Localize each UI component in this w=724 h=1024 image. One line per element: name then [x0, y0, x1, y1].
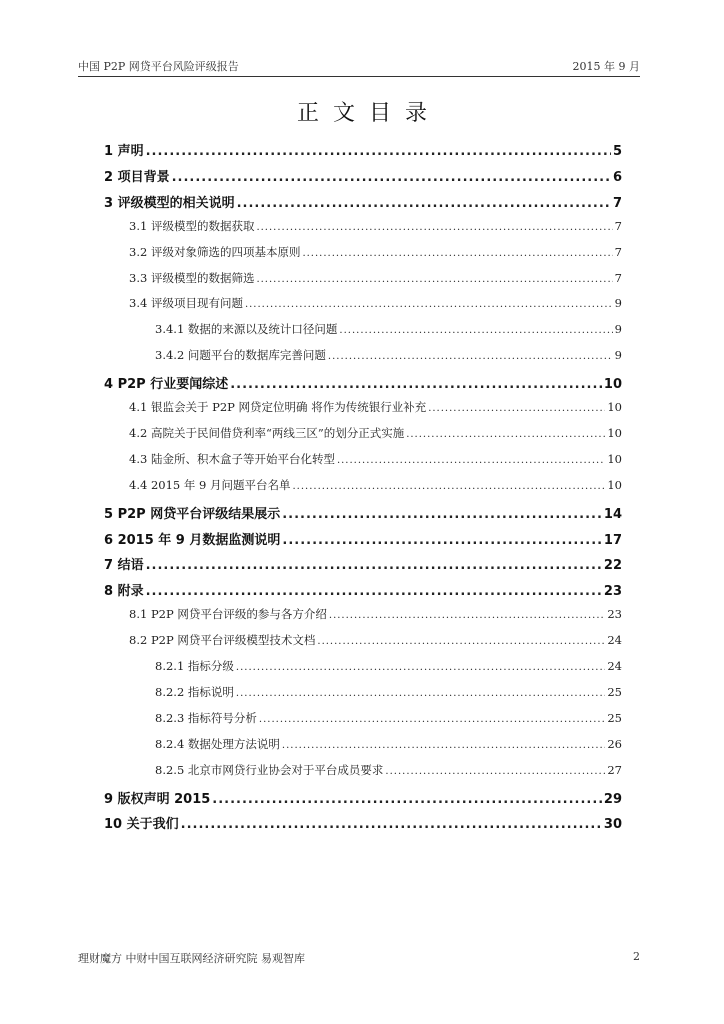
toc-entry-title: 10 关于我们 — [104, 817, 179, 833]
toc-entry-level1[interactable] — [104, 554, 622, 573]
toc-entry-page: 17 — [603, 532, 622, 548]
toc-entry-title: 3.4.2 问题平台的数据库完善问题 — [155, 348, 326, 363]
toc-entry-title: 4.1 银监会关于 P2P 网贷定位明确 将作为传统银行业补充 — [129, 400, 427, 414]
toc-dot-leader — [245, 299, 613, 310]
toc-entry-level2[interactable] — [129, 477, 622, 493]
toc-entry-title: 9 版权声明 2015 — [104, 791, 211, 807]
toc-entry-title: 3 评级模型的相关说明 — [104, 195, 235, 211]
toc-entry-level3[interactable] — [155, 710, 622, 726]
toc-dot-leader — [237, 196, 611, 211]
toc-dot-leader — [282, 507, 602, 522]
toc-entry-page: 22 — [603, 558, 622, 574]
toc-entry-title: 2 项目背景 — [104, 169, 170, 185]
toc-entry-title: 8.2.4 数据处理方法说明 — [155, 736, 280, 751]
toc-entry-level3[interactable] — [155, 347, 622, 363]
toc-entry-level1[interactable] — [104, 529, 622, 548]
header-report-title: 中国 P2P 网贷平台风险评级报告 — [78, 60, 239, 73]
toc-entry-title: 8.2.3 指标符号分析 — [155, 710, 257, 725]
toc-entry-level3[interactable] — [155, 736, 622, 752]
toc-entry-title: 3.4 评级项目现有问题 — [129, 296, 243, 311]
toc-entry-page: 5 — [612, 144, 622, 159]
toc-dot-leader — [339, 325, 612, 336]
toc-entry-page: 14 — [603, 506, 622, 522]
toc-dot-leader — [337, 455, 605, 466]
toc-entry-page: 24 — [607, 633, 622, 648]
toc-entry-level2[interactable] — [129, 244, 622, 260]
toc-entry-level1[interactable] — [104, 373, 622, 392]
toc-entry-page: 10 — [603, 377, 622, 393]
toc-entry-page: 10 — [607, 451, 622, 466]
toc-entry-page: 23 — [603, 584, 622, 600]
toc-entry-level3[interactable] — [155, 658, 622, 674]
toc-entry-page: 30 — [603, 817, 622, 833]
page-title: 正文目录 — [296, 101, 441, 126]
toc-entry-level3[interactable] — [155, 762, 622, 778]
toc-entry-level2[interactable] — [129, 218, 622, 234]
toc-entry-level1[interactable] — [104, 192, 622, 211]
toc-entry-level2[interactable] — [129, 451, 622, 467]
toc-dot-leader — [328, 351, 613, 362]
page-number: 2 — [633, 950, 640, 963]
toc-dot-leader — [146, 584, 602, 599]
toc-entry-level3[interactable] — [155, 321, 622, 337]
toc-entry-page: 24 — [607, 659, 622, 673]
toc-entry-title: 4 P2P 行业要闻综述 — [104, 377, 229, 393]
toc-entry-page: 25 — [607, 710, 622, 725]
toc-dot-leader — [256, 222, 612, 233]
toc-entry-page: 10 — [607, 400, 622, 414]
toc-dot-leader — [212, 792, 602, 807]
toc-entry-level2[interactable] — [129, 295, 622, 311]
toc-dot-leader — [236, 662, 605, 673]
toc-entry-level2[interactable] — [129, 270, 622, 286]
toc-entry-page: 7 — [614, 244, 622, 259]
toc-dot-leader — [146, 558, 602, 573]
toc-entry-title: 7 结语 — [104, 558, 144, 574]
toc-entry-level3[interactable] — [155, 684, 622, 700]
toc-entry-title: 8 附录 — [104, 584, 144, 600]
toc-entry-title: 3.2 评级对象筛选的四项基本原则 — [129, 244, 301, 259]
toc-entry-page: 27 — [607, 762, 622, 777]
toc-entry-title: 3.3 评级模型的数据筛选 — [129, 270, 255, 285]
toc-dot-leader — [293, 481, 606, 492]
toc-entry-page: 25 — [607, 684, 622, 699]
toc-dot-leader — [329, 610, 605, 621]
toc-entry-level2[interactable] — [129, 399, 622, 415]
toc-dot-leader — [236, 688, 605, 699]
toc-entry-page: 10 — [607, 477, 622, 492]
toc-entry-title: 8.1 P2P 网贷平台评级的参与各方介绍 — [129, 607, 327, 622]
toc-dot-leader — [256, 274, 612, 285]
toc-dot-leader — [406, 429, 605, 440]
toc-entry-page: 10 — [607, 425, 622, 440]
toc-entry-title: 3.1 评级模型的数据获取 — [129, 218, 255, 233]
toc-dot-leader — [282, 740, 605, 751]
toc-entry-level1[interactable] — [104, 813, 622, 832]
toc-dot-leader — [302, 248, 612, 259]
header-date: 2015 年 9 月 — [572, 60, 640, 73]
toc-entry-level1[interactable] — [104, 166, 622, 185]
toc-entry-title: 6 2015 年 9 月数据监测说明 — [104, 532, 281, 548]
toc-entry-level1[interactable] — [104, 503, 622, 522]
toc-entry-level2[interactable] — [129, 606, 622, 622]
toc-entry-level1[interactable] — [104, 580, 622, 599]
toc-entry-title: 8.2.5 北京市网贷行业协会对于平台成员要求 — [155, 762, 384, 777]
toc-entry-page: 9 — [614, 296, 622, 311]
toc-entry-page: 7 — [612, 195, 622, 211]
toc-entry-page: 23 — [607, 607, 622, 622]
toc-entry-level2[interactable] — [129, 425, 622, 441]
toc-entry-title: 8.2 P2P 网贷平台评级模型技术文档 — [129, 633, 316, 648]
toc-entry-page: 6 — [612, 169, 622, 185]
toc-dot-leader — [181, 817, 602, 832]
toc-dot-leader — [428, 403, 605, 414]
toc-dot-leader — [146, 144, 611, 159]
toc-entry-page: 26 — [607, 736, 622, 751]
toc-entry-title: 8.2.1 指标分级 — [155, 659, 234, 673]
toc-entry-page: 9 — [614, 348, 622, 363]
toc-entry-page: 7 — [614, 270, 622, 285]
toc-entry-title: 4.2 高院关于民间借贷利率“两线三区”的划分正式实施 — [129, 425, 405, 440]
toc-entry-title: 8.2.2 指标说明 — [155, 684, 234, 699]
toc-entry-title: 1 声明 — [104, 144, 144, 159]
toc-dot-leader — [230, 377, 602, 392]
toc-dot-leader — [385, 766, 605, 777]
toc-entry-page: 29 — [603, 791, 622, 807]
toc-dot-leader — [259, 714, 605, 725]
toc-entry-title: 5 P2P 网贷平台评级结果展示 — [104, 506, 281, 522]
toc-entry-level1[interactable] — [104, 140, 622, 159]
toc-entry-title: 3.4.1 数据的来源以及统计口径问题 — [155, 322, 338, 337]
toc-dot-leader — [317, 636, 605, 647]
toc-entry-page: 7 — [614, 218, 622, 233]
toc-dot-leader — [172, 170, 611, 185]
toc-entry-title: 4.3 陆金所、积木盒子等开始平台化转型 — [129, 451, 335, 466]
toc-entry-level2[interactable] — [129, 632, 622, 648]
toc-entry-page: 9 — [614, 322, 622, 337]
toc-dot-leader — [282, 533, 602, 548]
toc-entry-level1[interactable] — [104, 788, 622, 807]
toc-entry-title: 4.4 2015 年 9 月问题平台名单 — [129, 477, 291, 492]
footer-organizations: 理财魔方 中财中国互联网经济研究院 易观智库 — [78, 952, 305, 965]
